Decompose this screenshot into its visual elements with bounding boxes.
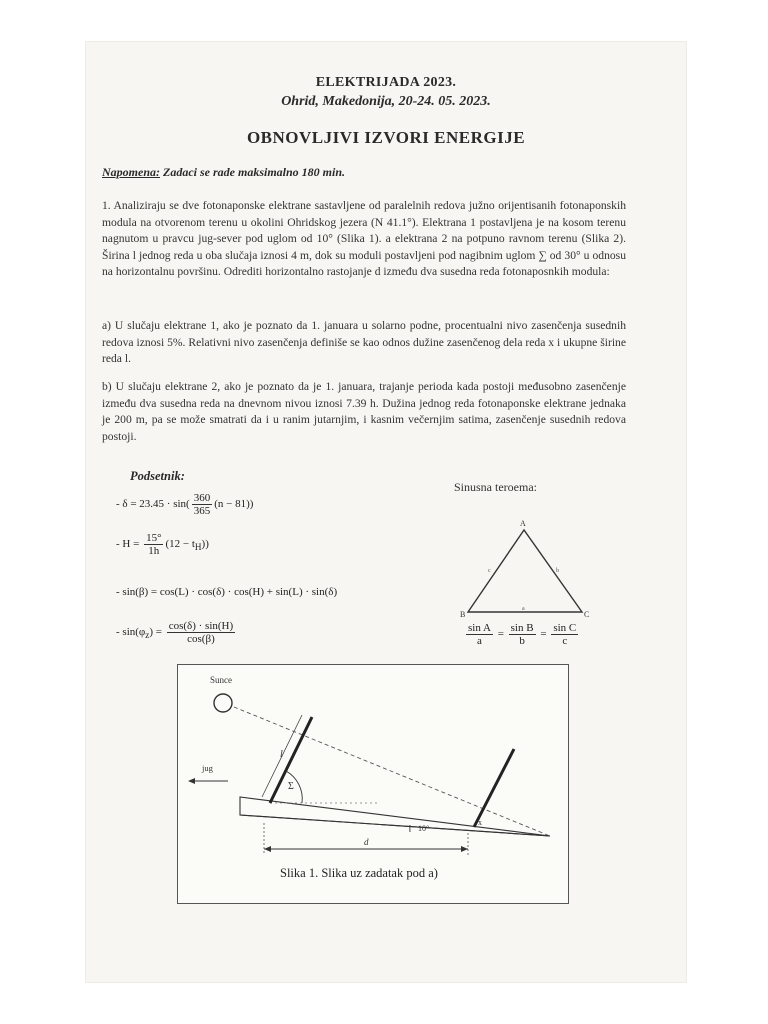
equals-sign: = [540,628,547,641]
formula-azimuth-fraction [167,620,235,645]
sine-rule-equation [464,622,580,647]
figure-frame [177,664,569,904]
figure-caption: Slika 1. Slika uz zadatak pod a) [280,866,438,880]
fraction-numerator: sin B [510,622,534,634]
sine-rule-title: Sinusna teroema: [454,480,537,494]
formula-declination-fraction [192,492,213,517]
fraction-denominator: b [519,635,525,647]
exam-sheet [86,42,686,982]
formula-azimuth-prefix: - sin(φ [116,626,146,639]
formula-subscript: z [145,630,150,641]
fraction-numerator: sin C [553,622,577,634]
exam-subject-title: OBNOVLJIVI IZVORI ENERGIJE [246,128,526,147]
vertex-label-b: B [460,610,466,619]
sine-rule-fraction-b [509,622,536,647]
formula-hour-angle-end: )) [201,538,209,551]
fraction-numerator: cos(δ) · sin(H) [168,620,234,632]
equals-sign: = [497,628,504,641]
exam-note [102,165,345,180]
vertex-label-a: A [520,519,526,528]
fraction-denominator: a [477,635,482,647]
triangle-diagram [458,516,598,626]
panel-row-2 [474,749,514,827]
fraction-denominator: c [562,635,568,647]
formula-declination-prefix: - δ = 23.45 · sin( [116,498,190,511]
vertex-label-c: C [584,610,590,619]
row-width-label: l [280,749,283,760]
shading-diagram [178,665,568,903]
formula-hour-angle-suffix: (12 − t [165,538,195,551]
note-text: Zadaci se rade maksimalno 180 min. [160,165,346,179]
formula-altitude: - sin(β) = cos(L) · cos(δ) · cos(H) + sin(L) · sin(δ) [116,586,338,598]
formula-hour-angle-prefix: - H = [116,538,143,551]
note-label: Napomena: [102,165,160,179]
shade-length-label: x [478,818,482,827]
fraction-denominator: 365 [193,505,211,517]
fraction-denominator: 1h [148,545,160,557]
south-arrowhead-icon [188,778,195,784]
sun-label: Sunce [210,675,232,685]
triangle-shape [468,530,582,612]
formula-declination [116,492,253,517]
event-location-date: Ohrid, Makedonija, 20-24. 05. 2023. [281,94,491,109]
row-distance-label: d [364,837,369,847]
formula-declination-suffix: (n − 81)) [214,498,254,511]
sun-icon [214,694,232,712]
sine-rule-fraction-c [551,622,578,647]
fraction-denominator: cos(β) [187,633,215,645]
formula-azimuth-mid: ) = [149,626,165,639]
fraction-numerator: 15° [146,532,162,544]
event-title: ELEKTRIJADA 2023. [315,75,457,90]
side-label-b: b [556,568,559,574]
fraction-numerator: 360 [193,492,211,504]
d-arrow-left-icon [264,846,271,852]
formula-azimuth [116,620,237,645]
formula-hour-angle [116,532,209,557]
sine-rule-fraction-a [466,622,493,647]
fraction-numerator: sin A [468,622,491,634]
formula-subscript: H [194,542,202,553]
task-intro: 1. Analiziraju se dve fotonaponske elektrane sastavljene od paralelnih redova južno orijentisanih fotonaponskih modula na otvorenom terenu u okolini Ohridskog jezera (N 41.1°). Elektrana 1 postavljena je na kosom terenu nagnutom u pravcu jug-sever pod uglom od 10° (Slika 1). a elektrana 2 na potpuno ravnom terenu (Slika 2). Širina l jednog reda u oba slučaja iznosi 4 m, dok su moduli postavljeni pod nagibnim uglom ∑ od 30° u odnosu na horizontalnu površinu. Odrediti horizontalno rastojanje d između dva susedna reda fotonaposnkih modula: [102,199,626,278]
south-label: jug [202,763,213,773]
terrain-base-line [240,815,550,836]
slope-angle-label: 10° [418,824,430,833]
side-label-a: a [522,606,525,612]
task-part-b: b) U slučaju elektrane 2, ako je poznato da je 1. januara, trajanje perioda kada postoji međusobno zasenčenje između dva susedna reda na dnevnom nivou iznosi 7.39 h. Dužina jednog reda fotonaponske elektrane jednaka je 200 m, pa se može smatrati da i u ranim jutarnjim, i kasnim večernjim satima, zasenčenje susednih redova postoji. [102,380,626,443]
side-label-c: c [488,568,491,574]
tilt-angle-label: Σ [288,781,294,792]
d-arrow-right-icon [461,846,468,852]
task-part-a: a) U slučaju elektrane 1, ako je poznato da 1. januara u solarno podne, procentualni nivo zasenčenja susednih redova iznosi 5%. Relativni nivo zasenčenja definiše se kao odnos dužine zasenčenog dela reda x i ukupne širine reda l. [102,319,626,365]
formula-hour-angle-fraction [144,532,163,557]
reminder-title: Podsetnik: [130,469,185,483]
